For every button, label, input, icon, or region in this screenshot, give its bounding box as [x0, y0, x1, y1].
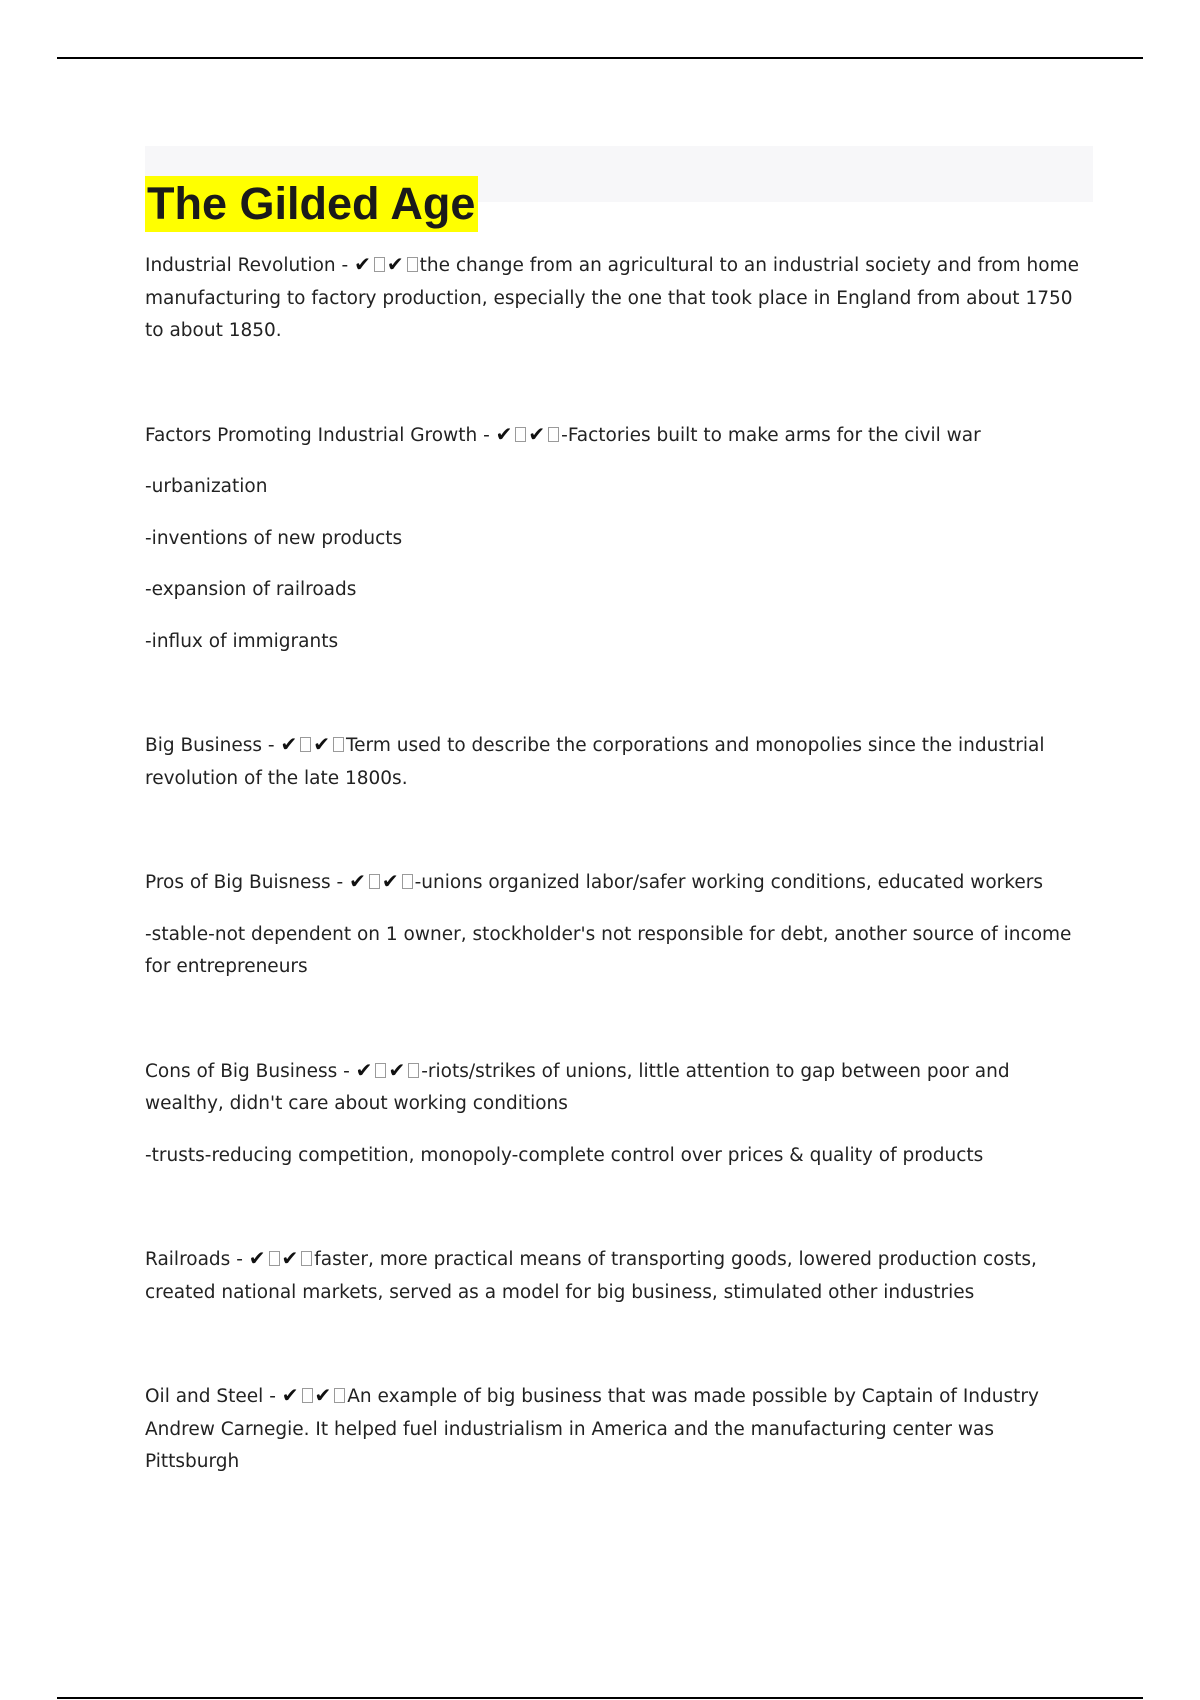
checkmark-icon: ✔	[528, 421, 546, 446]
entry-definition: Term used to describe the corporations and monopolies since the industrial revolution of the late 1800s.	[145, 735, 1045, 789]
entry-extra-line: -expansion of railroads	[145, 579, 357, 600]
missing-glyph-box-icon	[407, 257, 418, 272]
entry-extra-line: -stable-not dependent on 1 owner, stockholder's not responsible for debt, another source of income for entrepreneurs	[145, 923, 1072, 977]
entry-definition: -unions organized labor/safer working conditions, educated workers	[414, 872, 1043, 893]
entry-extra-line: -urbanization	[145, 476, 268, 497]
term-separator: -	[335, 255, 355, 276]
flashcard-entry	[145, 1242, 1090, 1309]
flashcard-entry	[145, 728, 1090, 795]
term-separator: -	[477, 424, 496, 446]
entry-term: Cons of Big Business	[145, 1060, 338, 1082]
missing-glyph-box-icon	[374, 257, 385, 272]
entry-main-line	[145, 248, 1090, 348]
header-rule	[57, 57, 1143, 59]
entry-term: Pros of Big Buisness	[145, 872, 331, 893]
checkmark-icon: ✔	[386, 252, 404, 276]
checkmark-icon: ✔	[349, 869, 366, 893]
entry-extra-line: -influx of immigrants	[145, 630, 339, 652]
entry-definition: faster, more practical means of transporting goods, lowered production costs, created national markets, served as a model for big business, stimulated other industries	[145, 1249, 1037, 1303]
missing-glyph-box-icon	[548, 427, 559, 442]
entry-extra-line: -trusts-reducing competition, monopoly-complete control over prices & quality of products	[145, 1144, 984, 1166]
entry-definition: An example of big business that was made possible by Captain of Industry Andrew Carnegie. It helped fuel industrialism in America and the manufacturing center was Pittsburgh	[145, 1386, 1039, 1472]
flashcard-entry	[145, 1379, 1090, 1479]
entry-main-line	[145, 728, 1090, 795]
entry-main-line	[145, 1242, 1090, 1309]
entry-extra-line: -inventions of new products	[145, 527, 403, 549]
missing-glyph-box-icon	[515, 427, 526, 442]
missing-glyph-box-icon	[375, 1063, 386, 1078]
document-body	[145, 248, 1090, 1549]
flashcard-entry	[145, 418, 1090, 659]
entry-term: Industrial Revolution	[145, 255, 336, 276]
flashcard-entry	[145, 248, 1090, 348]
checkmark-icon: ✔	[281, 1246, 299, 1270]
footer-rule	[57, 1697, 1143, 1699]
missing-glyph-box-icon	[369, 874, 380, 889]
title-band	[145, 146, 1093, 230]
missing-glyph-box-icon	[408, 1063, 419, 1078]
entry-main-line	[145, 1379, 1090, 1479]
missing-glyph-box-icon	[402, 874, 413, 889]
checkmark-icon: ✔	[314, 1383, 332, 1407]
entry-definition: the change from an agricultural to an industrial society and from home manufacturing to factory production, especially the one that took place in England from about 1750 to about 1850.	[145, 255, 1079, 341]
flashcard-entry	[145, 865, 1090, 984]
checkmark-icon: ✔	[313, 732, 331, 756]
missing-glyph-box-icon	[301, 1251, 312, 1266]
entry-main-line	[145, 865, 1090, 900]
entry-term: Big Business	[145, 735, 263, 756]
checkmark-icon: ✔	[281, 1383, 299, 1407]
checkmark-icon: ✔	[248, 1246, 266, 1270]
entry-main-line	[145, 418, 1090, 453]
checkmark-icon: ✔	[280, 732, 298, 756]
entry-term: Oil and Steel	[145, 1386, 264, 1407]
term-separator: -	[330, 872, 350, 893]
entry-definition: -Factories built to make arms for the civil war	[561, 424, 981, 446]
checkmark-icon: ✔	[388, 1057, 406, 1082]
checkmark-icon: ✔	[381, 869, 399, 893]
missing-glyph-box-icon	[333, 737, 344, 752]
checkmark-icon: ✔	[354, 252, 371, 276]
term-separator: -	[337, 1060, 356, 1082]
entry-term: Railroads	[145, 1249, 231, 1270]
missing-glyph-box-icon	[302, 1388, 313, 1403]
entry-term: Factors Promoting Industrial Growth	[145, 424, 478, 446]
flashcard-entry	[145, 1054, 1090, 1173]
checkmark-icon: ✔	[495, 421, 513, 446]
entry-definition: -riots/strikes of unions, little attention to gap between poor and wealthy, didn't care about working conditions	[145, 1060, 1010, 1114]
entry-main-line	[145, 1054, 1090, 1121]
missing-glyph-box-icon	[269, 1251, 280, 1266]
term-separator: -	[230, 1249, 249, 1270]
missing-glyph-box-icon	[334, 1388, 345, 1403]
term-separator: -	[262, 735, 281, 756]
checkmark-icon: ✔	[355, 1057, 373, 1082]
term-separator: -	[263, 1386, 282, 1407]
document-title: The Gilded Age	[145, 176, 478, 232]
missing-glyph-box-icon	[300, 737, 311, 752]
